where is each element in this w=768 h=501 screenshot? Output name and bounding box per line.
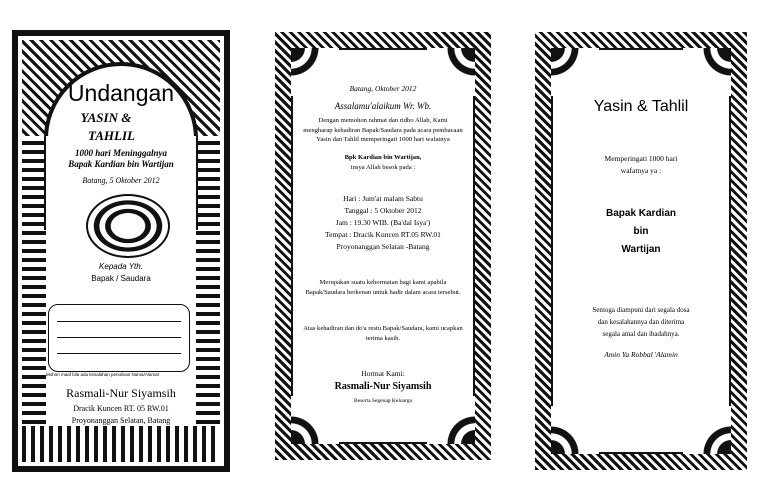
- greeting: Assalamu'alaikum Wr. Wb.: [334, 101, 432, 111]
- memorial-panel: [535, 32, 747, 470]
- event-place: Tempat : Dracik Kuncen RT.05 RW.01: [325, 230, 441, 239]
- cover-title: Undangan: [67, 80, 175, 106]
- invitation-panel: [275, 32, 491, 460]
- sender-address-2: Proyonanggan Selatan, Batang: [71, 416, 171, 425]
- to-name: Bapak / Saudara: [91, 274, 151, 283]
- memorial-line-2: wafatnya ya :: [620, 166, 662, 175]
- event-day: Hari : Jum'at malam Sabtu: [343, 194, 423, 203]
- cover-subtitle-yasin: YASIN &: [80, 110, 132, 125]
- corner-ornament: [551, 406, 599, 454]
- deceased-name-2: bin: [633, 226, 649, 237]
- cover-deceased-name: Bapak Kardian bin Wartijan: [68, 159, 174, 169]
- opening-paragraph: Dengan memohon rahmat dan ridho Allah, Kami mengharap kehadiran Bapak/Saudara pada acara pembacaan Yasin dan Tahlil memperingati 1000 hari wafatnya: [303, 117, 463, 143]
- amin-line: Amin Ya Robbal 'Alamin: [604, 350, 678, 359]
- prayer-line-2: dan kesalahannya dan diterima: [597, 318, 685, 326]
- closing: Hormat Kami:: [361, 369, 405, 378]
- calligraphy-emblem: [86, 194, 170, 258]
- sender-name: Rasmali-Nur Siyamsih: [66, 386, 176, 400]
- corner-ornament: [683, 48, 731, 96]
- letter-date: Batang, Oktober 2012: [349, 84, 417, 93]
- deceased-name: Bpk Kardian bin Wartijan,: [344, 154, 422, 161]
- prayer-line-1: Semoga diampuni dari segala dosa: [592, 306, 690, 314]
- event-place-2: Proyonanggan Selatan -Batang: [336, 242, 430, 251]
- family-line: Beserta Segenap Keluarga: [354, 398, 412, 404]
- honor-paragraph: Merupakan suatu kehormatan bagi kami apabila Bapak/Saudara berkenan untuk hadir dalam acara tersebut.: [305, 279, 461, 296]
- cover-panel: [12, 30, 230, 472]
- deceased-name-3: Wartijan: [621, 244, 661, 255]
- thanks-paragraph: Atas kehadiran dan do'a restu Bapak/Saudara, kami ucapkan terima kasih.: [303, 325, 463, 342]
- cover-subtitle-tahlil: TAHLIL: [88, 128, 135, 143]
- cover-date: Batang, 5 Oktober 2012: [82, 176, 160, 185]
- event-time: Jam : 19.30 WIB. (Ba'dal Isya'): [335, 218, 431, 227]
- event-date: Tanggal : 5 Oktober 2012: [344, 206, 422, 215]
- note-text: Mohon maaf bila ada kesalahan penulisan Nama/Alamat: [46, 372, 159, 377]
- corner-ornament: [683, 406, 731, 454]
- cover-occasion: 1000 hari Meninggalnya: [74, 148, 168, 158]
- memorial-title: Yasin & Tahlil: [593, 98, 689, 115]
- signature-name: Rasmali-Nur Siyamsih: [334, 381, 432, 392]
- address-box: [48, 304, 190, 372]
- sender-address-1: Dracik Kuncen RT. 05 RW.01: [73, 404, 169, 413]
- bottom-border-ornament: [22, 426, 220, 462]
- to-label: Kepada Yth.: [99, 262, 143, 271]
- deceased-name-1: Bapak Kardian: [605, 208, 677, 219]
- corner-ornament: [551, 48, 599, 96]
- memorial-line-1: Memperingati 1000 hari: [604, 154, 678, 163]
- prayer-line-3: segala amal dan ibadahnya.: [602, 330, 680, 338]
- opening-paragraph-end: insya Allah besok pada :: [350, 164, 416, 171]
